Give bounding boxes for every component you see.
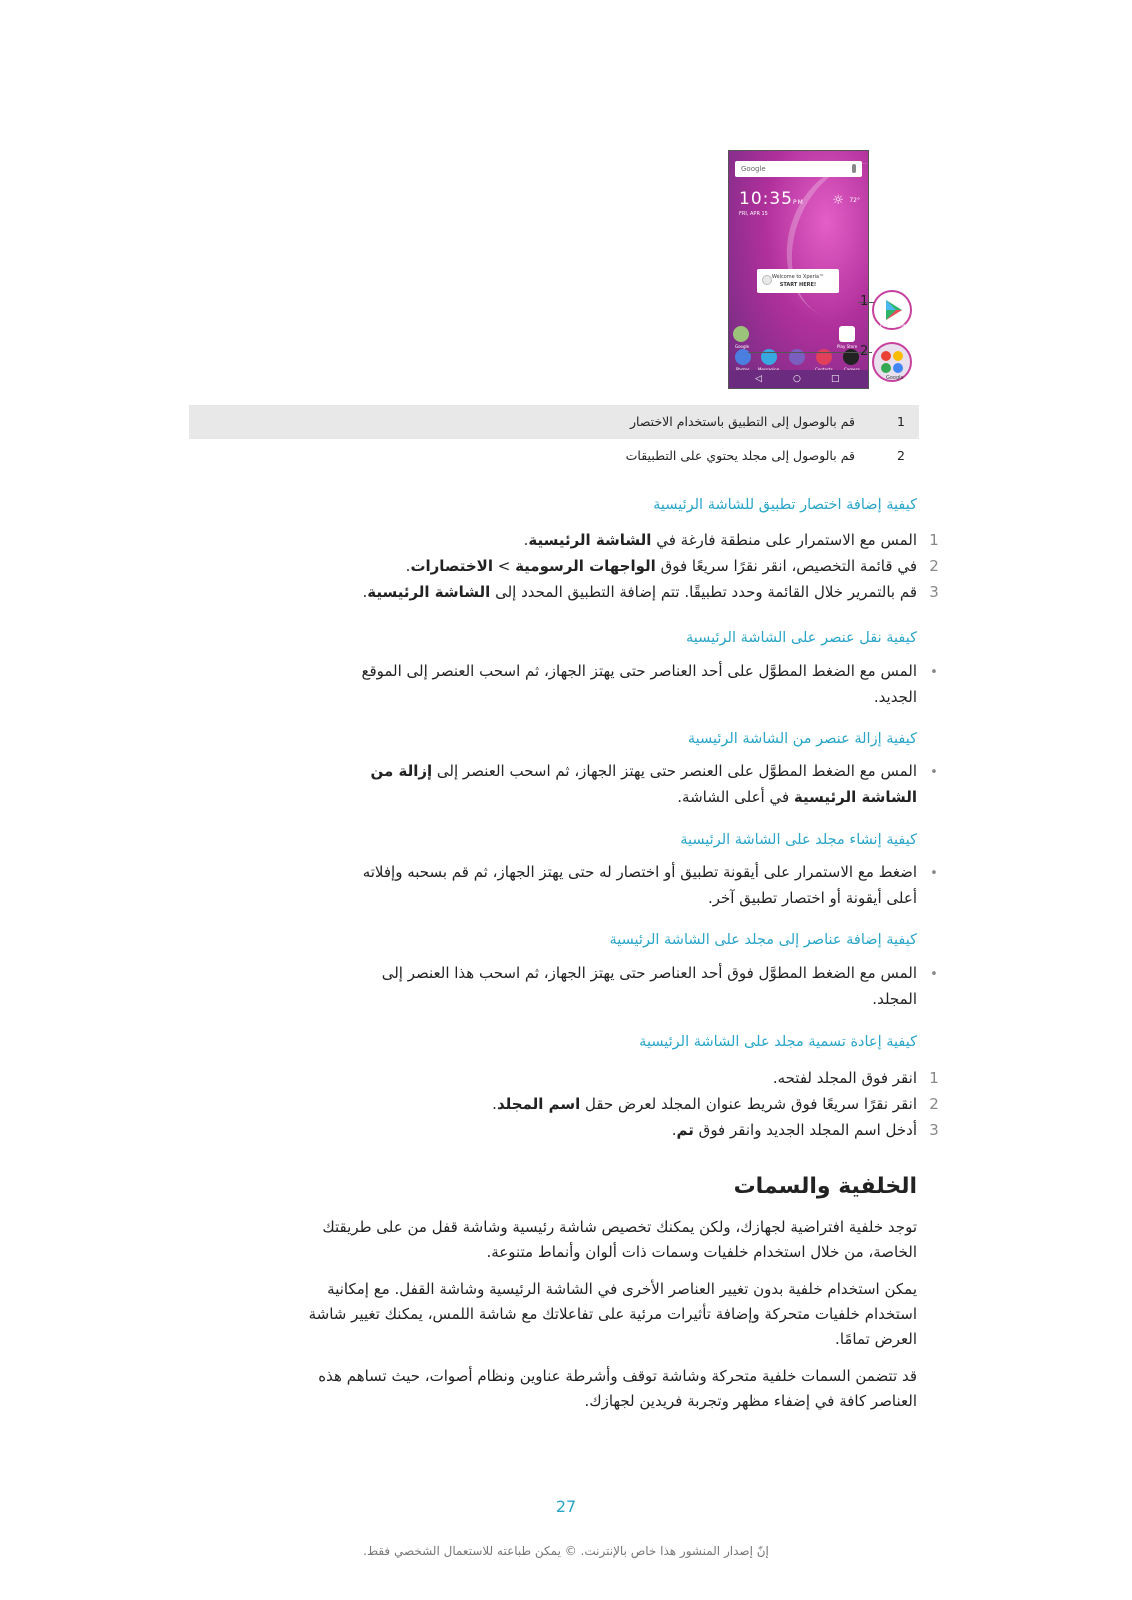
google-folder-label: Google [735, 344, 750, 349]
step-number: 2 [929, 557, 939, 575]
section-heading-add-shortcut: كيفية إضافة اختصار تطبيق للشاشة الرئيسية [653, 497, 917, 513]
bullet: • [930, 665, 938, 680]
bullet: • [930, 765, 938, 780]
step-number: 3 [929, 583, 939, 601]
step-number: 1 [929, 531, 939, 549]
clock-date: FRI, APR 15 [739, 211, 768, 217]
google-search-bar [735, 161, 862, 177]
google-folder-enlarged-label: Google [886, 375, 904, 381]
step-text: انقر فوق المجلد لفتحه. [772, 1069, 917, 1087]
play-store-enlarged-label: Play Store [880, 323, 906, 329]
clock-widget [739, 189, 804, 209]
step-text: في قائمة التخصيص، انقر نقرًا سريعًا فوق الواجهات الرسومية > الاختصارات. [405, 557, 917, 575]
recents-icon: □ [831, 374, 840, 384]
bullet-text-continued: الشاشة الرئيسية في أعلى الشاشة. [677, 788, 917, 806]
play-store-small-icon [839, 326, 855, 342]
legend-row [189, 439, 919, 473]
paragraph-line: استخدام خلفيات متحركة وإضافة تأثيرات مرئية على تفاعلاتك مع شاشة اللمس، يمكنك تغيير شاشة [308, 1305, 917, 1323]
page-number: 27 [555, 1497, 577, 1516]
back-icon: ◁ [755, 374, 762, 384]
section-heading-move-item: كيفية نقل عنصر على الشاشة الرئيسية [686, 630, 917, 646]
bullet-text: اضغط مع الاستمرار على أيقونة تطبيق أو اختصار له حتى يهتز الجهاز، ثم قم بسحبه وإفلاته [362, 863, 917, 881]
weather-sun-icon: ☼ [832, 193, 844, 208]
google-search-brand: Google [741, 165, 766, 173]
footer-note: إنّ إصدار المنشور هذا خاص بالإنترنت. © يمكن طباعته للاستعمال الشخصي فقط. [363, 1544, 769, 1558]
step-text: انقر نقرًا سريعًا فوق شريط عنوان المجلد لعرض حقل اسم المجلد. [492, 1095, 917, 1113]
section-heading-rename-folder: كيفية إعادة تسمية مجلد على الشاشة الرئيسية [639, 1034, 917, 1050]
bullet-text-continued: المجلد. [872, 990, 917, 1008]
paragraph-line: توجد خلفية افتراضية لجهازك، ولكن يمكنك تخصيص شاشة رئيسية وشاشة قفل من على طريقتك [322, 1218, 917, 1236]
play-store-small-label: Play Store [837, 344, 858, 349]
home-screen-illustration [728, 150, 869, 389]
legend-text: قم بالوصول إلى مجلد يحتوي على التطبيقات [625, 448, 855, 463]
step-text: قم بالتمرير خلال القائمة وحدد تطبيقًا. تتم إضافة التطبيق المحدد إلى الشاشة الرئيسية. [362, 583, 917, 601]
paragraph-line: العناصر كافة في إضفاء مظهر وتجربة فريدين لجهازك. [584, 1392, 917, 1410]
bullet-text: المس مع الضغط المطوَّل على أحد العناصر حتى يهتز الجهاز، ثم اسحب العنصر إلى الموقع [361, 662, 917, 680]
bullet-text: المس مع الضغط المطوَّل على العنصر حتى يهتز الجهاز، ثم اسحب العنصر إلى إزالة من [370, 762, 917, 780]
callout-leader-2 [748, 352, 872, 353]
step-text: أدخل اسم المجلد الجديد وانقر فوق تم. [671, 1121, 917, 1139]
home-icon: ○ [793, 374, 801, 384]
bullet-text-continued: أعلى أيقونة أو اختصار تطبيق آخر. [707, 889, 917, 907]
section-title-themes: الخلفية والسمات [733, 1174, 917, 1199]
welcome-title: Welcome to Xperia™ [771, 274, 825, 280]
callout-2: 2 [860, 344, 869, 359]
legend-number: 2 [897, 448, 905, 463]
legend-number: 1 [897, 414, 905, 429]
legend-row [189, 405, 919, 439]
google-folder-icon [733, 326, 749, 342]
step-number: 2 [929, 1095, 939, 1113]
step-number: 3 [929, 1121, 939, 1139]
lightbulb-icon [762, 275, 772, 285]
bullet: • [930, 967, 938, 982]
section-heading-add-to-folder: كيفية إضافة عناصر إلى مجلد على الشاشة الرئيسية [609, 932, 917, 948]
bullet-text-continued: الجديد. [873, 688, 917, 706]
step-text: المس مع الاستمرار على منطقة فارغة في الشاشة الرئيسية. [523, 531, 917, 549]
step-number: 1 [929, 1069, 939, 1087]
legend-text: قم بالوصول إلى التطبيق باستخدام الاختصار [629, 414, 855, 429]
bullet-text: المس مع الضغط المطوَّل فوق أحد العناصر حتى يهتز الجهاز، ثم اسحب هذا العنصر إلى [381, 964, 917, 982]
callout-1: 1 [860, 294, 869, 309]
weather-temperature: 72° [849, 197, 860, 204]
paragraph-line: الخاصة، من خلال استخدام خلفيات وسمات ذات ألوان وأنماط متنوعة. [486, 1243, 917, 1261]
section-heading-remove-item: كيفية إزالة عنصر من الشاشة الرئيسية [687, 731, 917, 747]
section-heading-create-folder: كيفية إنشاء مجلد على الشاشة الرئيسية [680, 832, 917, 848]
paragraph-line: قد تتضمن السمات خلفية متحركة وشاشة توقف وأشرطة عناوين ونظام أصوات، حيث تساهم هذه [318, 1367, 917, 1385]
paragraph-line: العرض تمامًا. [835, 1330, 917, 1348]
clock-time: 10:35 [739, 189, 793, 209]
microphone-icon [852, 164, 856, 173]
paragraph-line: يمكن استخدام خلفية بدون تغيير العناصر الأخرى في الشاشة الرئيسية وشاشة القفل. مع إمكانية [327, 1280, 917, 1298]
clock-suffix: PM [793, 199, 804, 206]
bullet: • [930, 866, 938, 881]
welcome-start-label: START HERE! [779, 282, 817, 288]
navigation-bar [729, 370, 868, 388]
